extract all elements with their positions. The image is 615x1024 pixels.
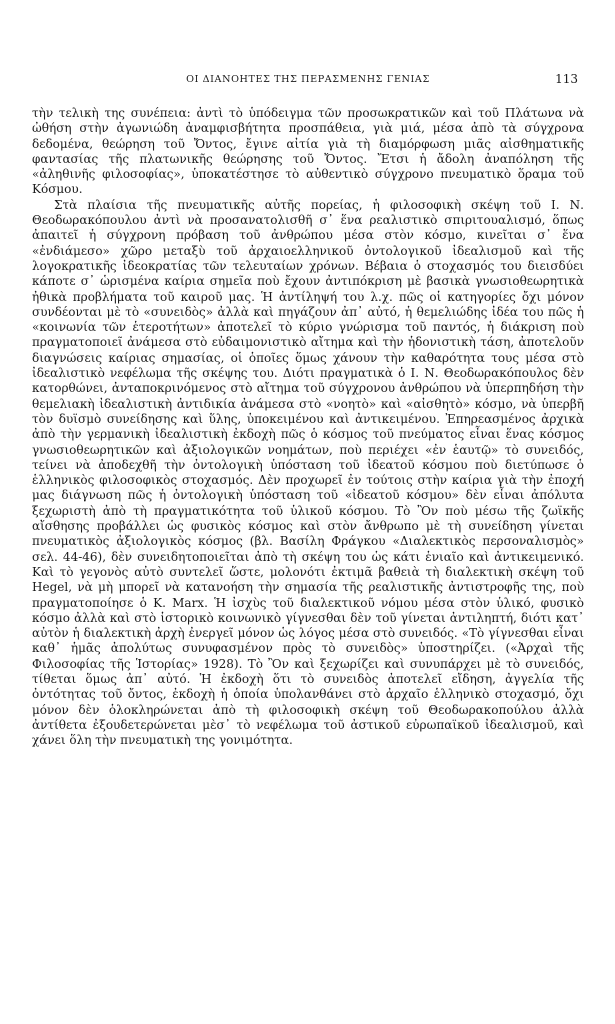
page-header: [32, 70, 584, 90]
body-text: [32, 106, 584, 748]
paragraph-2: Στὰ πλαίσια τῆς πνευματικῆς αὐτῆς πορείας, ἡ φιλοσοφικὴ σκέψη τοῦ Ι. Ν. Θεοδωρακόπουλου ἀντὶ νὰ προσανατολισθῆ σ᾽ ἕνα ρεαλιστικὸ σπιριτουαλισμό, ὅπως ἀπαιτεῖ ἡ σύγχρονη πρόβαση τοῦ ἀνθρώπου μέσα στὸν κόσμο, κινεῖται σ᾽ ἕνα «ἐνδιάμεσο» χῶρο μεταξὺ τοῦ ἀρχαιοελληνικοῦ ὀντολογικοῦ ἰδεαλισμοῦ καὶ τῆς λογοκρατικῆς ἰδεοκρατίας τῶν τελευταίων χρόνων. Βέβαια ὁ στοχασμός του διεισδύει κάποτε σ᾽ ὡρισμένα καίρια σημεῖα ποὺ ἔχουν ἀντιπόκριση μὲ βασικὰ γνωσιοθεωρητικὰ ἠθικὰ προβλήματα τοῦ καιροῦ μας. Ἡ ἀντίληψή του λ.χ. πῶς οἱ κατηγορίες ὄχι μόνον συνδέονται μὲ τὸ «συνειδὸς» ἀλλὰ καὶ πηγάζουν ἀπ᾽ αὐτό, ἡ θεμελιώδης ἰδέα του πῶς ἡ «κοινωνία τῶν ἑτεροτήτων» ἀποτελεῖ τὸ κύριο γνώρισμα τοῦ παντός, ἡ διάκριση ποὺ πραγματοποιεῖ ἀνάμεσα στὸ εὐδαιμονιστικὸ αἴτημα καὶ τὴν ἡδονιστικὴ τάση, ἀποτελοῦν διαγνώσεις καίριας σημασίας, οἱ ὁποῖες ὅμως χάνουν τὴν καθαρότητα τους μέσα στὸ ἰδεαλιστικὸ νεφέλωμα τῆς σκέψης του. Διότι πραγματικὰ ὁ Ι. Ν. Θεοδωρακόπουλος δὲν κατορθώνει, ἀνταποκρινόμενος στὸ αἴτημα τοῦ σύγχρονου ἀνθρώπου νὰ ὑπερπηδήση τὴν θεμελιακὴ ἰδεαλιστικὴ ἀντιδικία ἀνάμεσα στὸ «νοητὸ» καὶ «αἰσθητὸ» κόσμο, νὰ ὑπερβῆ τὸν δυϊσμὸ συνείδησης καὶ ὕλης, ὑποκειμένου καὶ ἀντικειμένου. Ἐπηρεασμένος ἀρχικὰ ἀπὸ τὴν γερμανικὴ ἰδεαλιστικὴ ἐκδοχὴ πῶς ὁ κόσμος τοῦ πνεύματος εἶναι ἕνας κόσμος γνωσιοθεωρητικῶν καὶ ἀξιολογικῶν νοημάτων, ποὺ περιέχει «ἐν ἑαυτῷ» τὸ συνειδός, τείνει νὰ ἀποδεχθῆ τὴν ὀντολογικὴ ὑπόσταση τοῦ ἰδεατοῦ κόσμου ποὺ διετύπωσε ὁ ἑλληνικὸς φιλοσοφικὸς στοχασμός. Δὲν προχωρεῖ ἐν τούτοις στὴν καίρια γιὰ τὴν ἐποχή μας διάγνωση πῶς ἡ ὀντολογικὴ ὑπόσταση τοῦ «ἰδεατοῦ κόσμου» δὲν εἶναι ἀπόλυτα ξεχωριστὴ ἀπὸ τὴ πραγματικότητα τοῦ ὑλικοῦ κόσμου. Τὸ Ὂν ποὺ μέσω τῆς ζωϊκῆς αἴσθησης προβάλλει ὡς φυσικὸς κόσμος καὶ στὸν ἄνθρωπο μὲ τὴ συνείδηση γίνεται πνευματικὸς ἀξιολογικὸς κόσμος (βλ. Βασίλη Φράγκου «Διαλεκτικὸς περσοναλισμὸς» σελ. 44-46), δὲν συνειδητοποιεῖται ἀπὸ τὴ σκέψη του ὡς κάτι ἑνιαῖο καὶ ἀντικειμενικό. Καὶ τὸ γεγονὸς αὐτὸ συντελεῖ ὥστε, μολονότι ἐκτιμᾶ βαθειὰ τὴ διαλεκτικὴ σκέψη τοῦ Hegel, νὰ μὴ μπορεῖ νὰ κατανοήση τὴν σημασία τῆς ρεαλιστικῆς ἀντιστροφῆς της, ποὺ πραγματοποίησε ὁ K. Marx. Ἡ ἰσχὺς τοῦ διαλεκτικοῦ νόμου μέσα στὸν ὑλικό, φυσικὸ κόσμο ἀλλὰ καὶ στὸ ἱστορικὸ κοινωνικὸ γίγνεσθαι δὲν τοῦ γίνεται ἀντιληπτή, διότι κατ᾽ αὐτὸν ἡ διαλεκτικὴ ἀρχὴ ἐνεργεῖ μόνον ὡς λόγος μέσα στὸ συνειδός. «Τὸ γίγνεσθαι εἶναι καθ᾽ ἡμᾶς ἀπολύτως συνυφασμένον πρὸς τὸ συνειδὸς» ὑποστηρίζει. («Ἀρχαὶ τῆς Φιλοσοφίας τῆς Ἱστορίας» 1928). Τὸ Ὂν καὶ ξεχωρίζει καὶ συνυπάρχει μὲ τὸ συνειδός, τίθεται ὅμως ἀπ᾽ αὐτό. Ἡ ἐκδοχὴ ὅτι τὸ συνειδὸς ἀποτελεῖ εἴδηση, ἀγγελία τῆς ὀντότητας τοῦ ὄντος, ἐκδοχὴ ἡ ὁποία ὑπολανθάνει στὸ ἀρχαῖο ἑλληνικὸ στοχασμό, ὄχι μόνον δὲν ὁλοκληρώνεται ἀπὸ τὴ φιλοσοφικὴ σκέψη τοῦ Θεοδωρακοπούλου ἀλλὰ ἀντίθετα ἐξουδετερώνεται μὲσ᾽ τὸ νεφέλωμα τοῦ ἀστικοῦ εὐρωπαϊκοῦ ἰδεαλισμοῦ, καὶ χάνει ὅλη τὴν πνευματικὴ της γονιμότητα.: [32, 197, 584, 748]
paragraph-1: τὴν τελικὴ της συνέπεια: ἀντὶ τὸ ὑπόδειγμα τῶν προσωκρατικῶν καὶ τοῦ Πλάτωνα νὰ ὠθήση στὴν ἀγωνιώδη ἀναμφισβήτητα προσπάθεια, γιὰ μιά, μέσα ἀπὸ τὰ σύγχρονα δεδομένα, θεώρηση τοῦ Ὄντος, ἔγινε αἰτία γιὰ τὴ διαμόρφωση μιᾶς αἰσθηματικῆς φαντασίας τῆς πλατωνικῆς θεώρησης τοῦ Ὄντος. Ἔτσι ἡ ἄδολη ἀναπόληση τῆς «ἀληθινῆς φιλοσοφίας», ὑποκατέστησε τὸ αὐθεντικὸ σύγχρονο πνευματικὸ ὅραμα τοῦ Κόσμου.: [32, 106, 584, 197]
running-title: ΟΙ ΔΙΑΝΟΗΤΕΣ ΤΗΣ ΠΕΡΑΣΜΕΝΗΣ ΓΕΝΙΑΣ: [186, 74, 430, 85]
page-number: 113: [555, 72, 578, 86]
book-page: [32, 70, 584, 748]
